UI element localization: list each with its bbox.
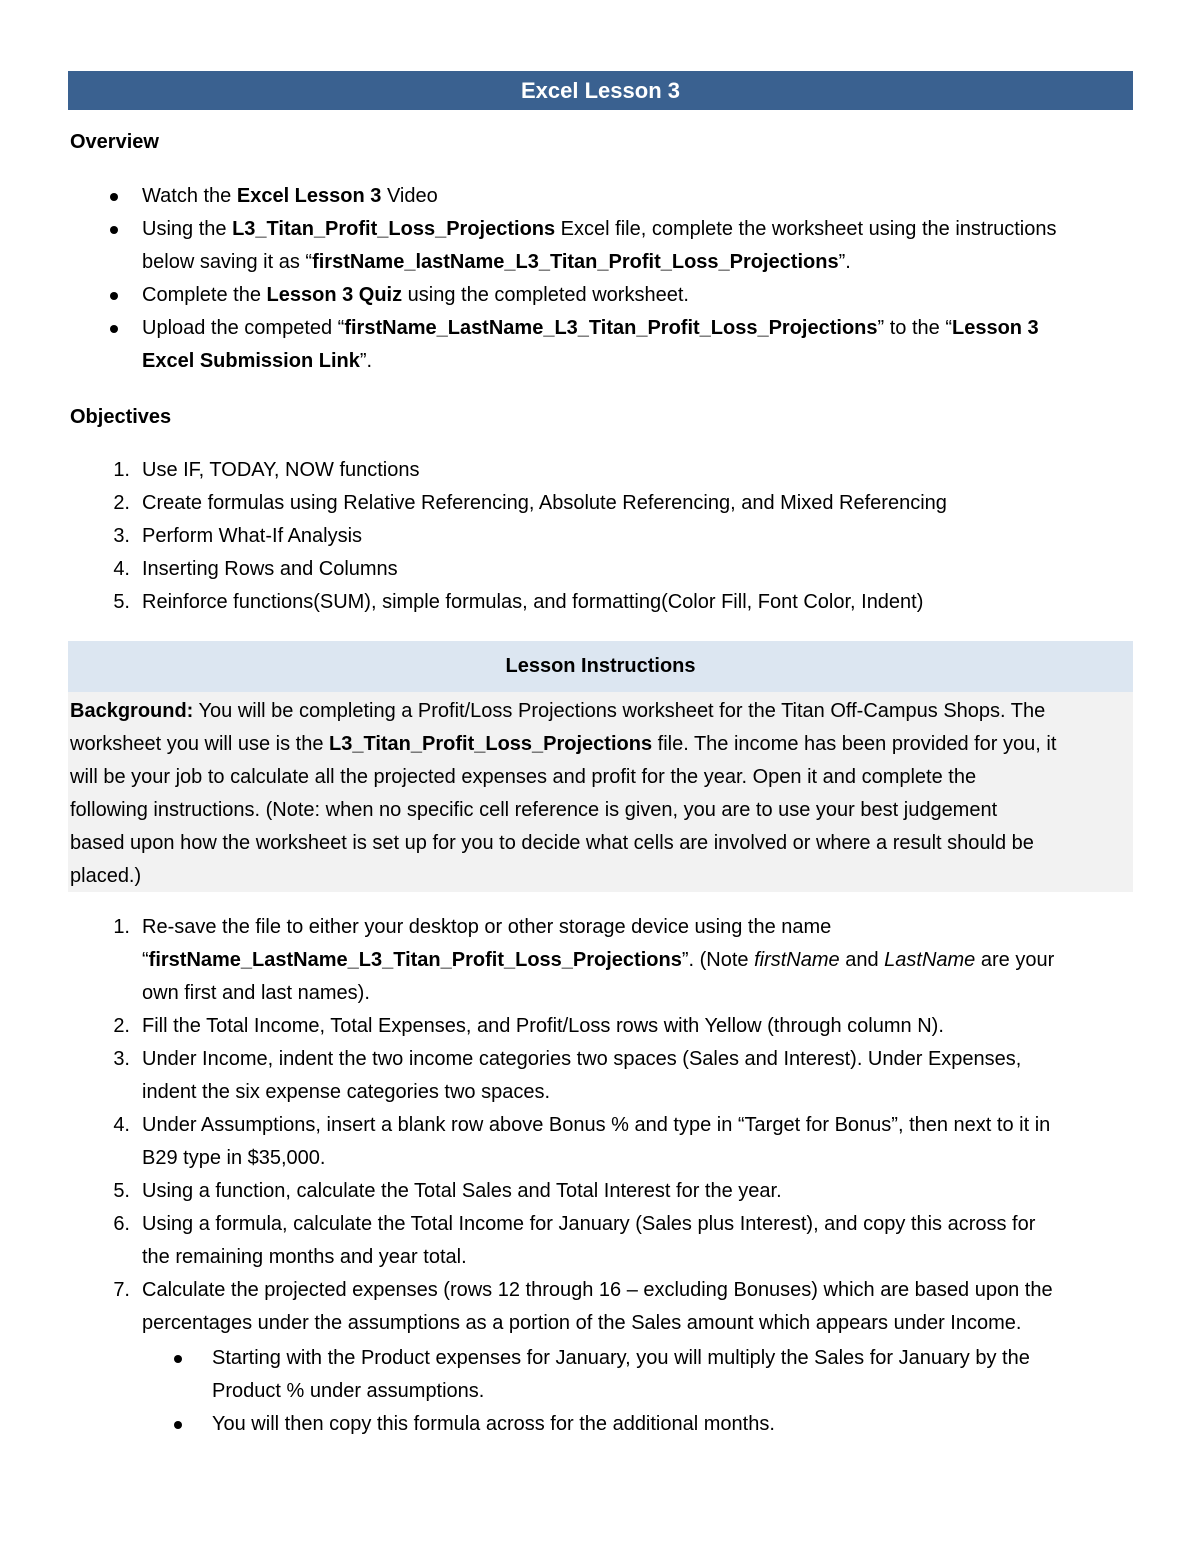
list-item: 2. Create formulas using Relative Referencing, Absolute Referencing, and Mixed Referencing (113, 492, 947, 514)
list-item: 6. Using a formula, calculate the Total Income for January (Sales plus Interest), and copy this across for the remaining months and year total. (113, 1213, 1036, 1268)
list-item: 3. Perform What-If Analysis (113, 525, 363, 547)
list-item: 1. Re-save the file to either your desktop or other storage device using the name “firstName_LastName_L3_Titan_Profit_Loss_Projections”. (Note firstName and LastName are your own first and last names). (113, 916, 1055, 1004)
overview-list (70, 180, 1140, 378)
bullet-icon (104, 279, 134, 312)
overview-heading: Overview (70, 131, 159, 153)
list-item: Using the L3_Titan_Profit_Loss_Projections Excel file, complete the worksheet using the instructions below saving it as “firstName_lastName_L3_Titan_Profit_Loss_Projections”. (70, 213, 1140, 279)
list-item: 5. Using a function, calculate the Total Sales and Total Interest for the year. (113, 1180, 782, 1202)
steps-list (70, 911, 1140, 1340)
bullet-icon (174, 1421, 182, 1429)
lesson-instructions-header: Lesson Instructions (68, 641, 1133, 692)
list-item: 5. Reinforce functions(SUM), simple formulas, and formatting(Color Fill, Font Color, Indent) (113, 591, 924, 613)
background-paragraph: Background: You will be completing a Profit/Loss Projections worksheet for the Titan Off-Campus Shops. The worksheet you will use is the L3_Titan_Profit_Loss_Projections file. The income has been provided for you, it will be your job to calculate all the projected expenses and profit for the year. Open it and complete the following instructions. (Note: when no specific cell reference is given, you are to use your best judgement based upon how the worksheet is set up for you to decide what cells are involved or where a result should be placed.) (68, 692, 1133, 892)
list-item: 4. Inserting Rows and Columns (113, 558, 398, 580)
objectives-heading: Objectives (70, 406, 172, 428)
list-item: Upload the competed “firstName_LastName_L3_Titan_Profit_Loss_Projections” to the “Lesson 3 Excel Submission Link”. (70, 312, 1140, 378)
list-item: Watch the Excel Lesson 3 Video (70, 180, 1140, 213)
objectives-list (70, 454, 1140, 619)
bullet-icon (104, 213, 134, 246)
list-item: Starting with the Product expenses for January, you will multiply the Sales for January by the Product % under assumptions. (70, 1342, 1140, 1408)
title-bar (68, 71, 1133, 110)
list-item: You will then copy this formula across for the additional months. (70, 1408, 1140, 1441)
list-item: 2. Fill the Total Income, Total Expenses, and Profit/Loss rows with Yellow (through column N). (113, 1015, 944, 1037)
bullet-icon (104, 312, 134, 345)
list-item: Complete the Lesson 3 Quiz using the completed worksheet. (70, 279, 1140, 312)
bullet-icon (104, 180, 134, 213)
list-item: 1. Use IF, TODAY, NOW functions (113, 459, 420, 481)
list-item: 4. Under Assumptions, insert a blank row above Bonus % and type in “Target for Bonus”, then next to it in B29 type in $35,000. (113, 1114, 1051, 1169)
list-item: 7. Calculate the projected expenses (rows 12 through 16 – excluding Bonuses) which are based upon the percentages under the assumptions as a portion of the Sales amount which appears under Income. (113, 1279, 1053, 1334)
page-title: Excel Lesson 3 (521, 77, 680, 103)
list-item: 3. Under Income, indent the two income categories two spaces (Sales and Interest). Under Expenses, indent the six expense categories two spaces. (113, 1048, 1022, 1103)
sub-steps-list (70, 1342, 1140, 1441)
bullet-icon (174, 1355, 182, 1363)
